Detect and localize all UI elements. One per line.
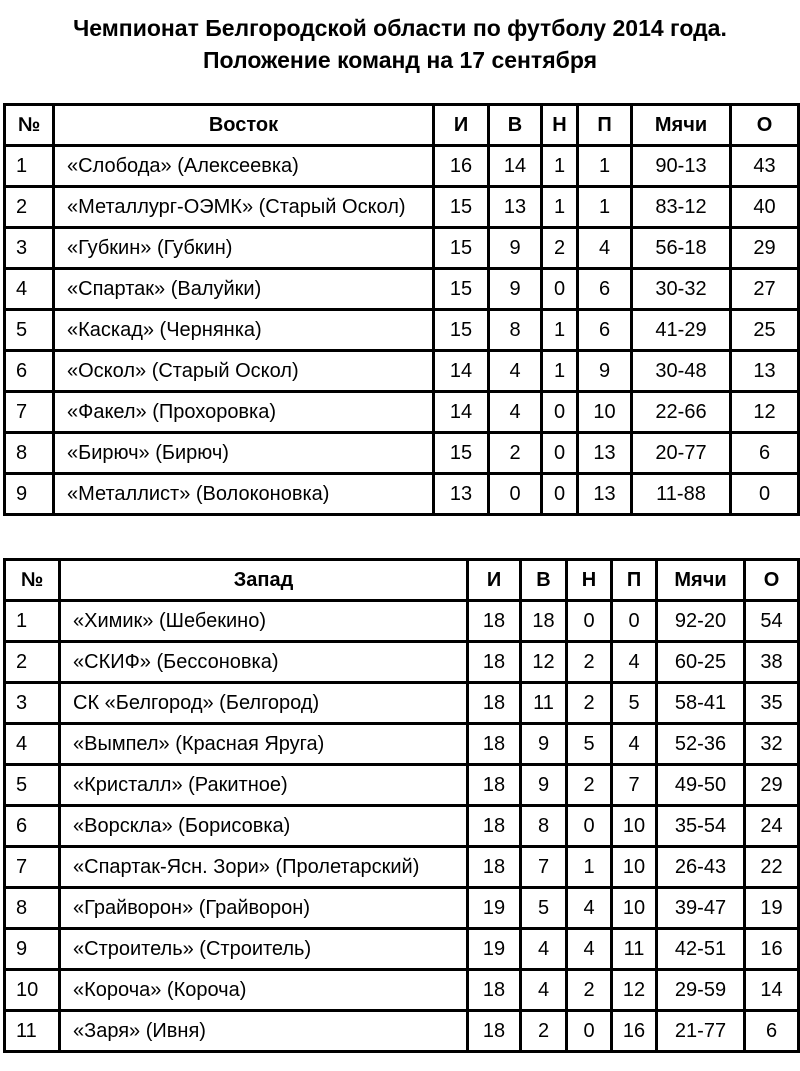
table-row [5,929,799,970]
cell-games: 18 [468,724,521,765]
cell-draws: 4 [567,888,612,929]
cell-goals: 21-77 [657,1011,745,1052]
cell-draws: 0 [542,433,578,474]
cell-goals: 26-43 [657,847,745,888]
cell-goals: 41-29 [632,310,731,351]
cell-games: 18 [468,642,521,683]
cell-wins: 4 [521,929,567,970]
col-header-num: № [5,105,54,146]
cell-draws: 5 [567,724,612,765]
cell-wins: 8 [489,310,542,351]
cell-wins: 9 [521,724,567,765]
table-row [5,724,799,765]
table-row [5,474,799,515]
cell-goals: 30-32 [632,269,731,310]
cell-draws: 1 [567,847,612,888]
table-row [5,642,799,683]
cell-team: «Ворскла» (Борисовка) [60,806,468,847]
cell-num: 7 [5,847,60,888]
cell-games: 13 [434,474,489,515]
table-row [5,683,799,724]
cell-points: 54 [745,601,799,642]
cell-num: 2 [5,187,54,228]
col-header-goals: Мячи [657,560,745,601]
cell-points: 27 [731,269,799,310]
cell-draws: 0 [542,392,578,433]
cell-games: 15 [434,228,489,269]
table-row [5,269,799,310]
cell-wins: 9 [489,269,542,310]
cell-losses: 4 [612,642,657,683]
cell-num: 10 [5,970,60,1011]
cell-draws: 0 [542,269,578,310]
cell-games: 18 [468,806,521,847]
cell-wins: 4 [489,392,542,433]
east-standings-table [3,103,800,516]
cell-team: «Заря» (Ивня) [60,1011,468,1052]
table-row [5,433,799,474]
cell-draws: 2 [567,765,612,806]
table-header-row [5,105,799,146]
cell-losses: 9 [578,351,632,392]
cell-wins: 8 [521,806,567,847]
cell-points: 38 [745,642,799,683]
cell-goals: 92-20 [657,601,745,642]
cell-team: «Металлист» (Волоконовка) [54,474,434,515]
cell-goals: 52-36 [657,724,745,765]
cell-team: «Грайворон» (Грайворон) [60,888,468,929]
table-row [5,847,799,888]
cell-wins: 4 [489,351,542,392]
col-header-games: И [434,105,489,146]
cell-wins: 9 [489,228,542,269]
col-header-losses: П [578,105,632,146]
cell-games: 18 [468,1011,521,1052]
cell-num: 1 [5,146,54,187]
cell-games: 19 [468,888,521,929]
cell-team: «Факел» (Прохоровка) [54,392,434,433]
cell-games: 19 [468,929,521,970]
cell-points: 25 [731,310,799,351]
cell-num: 3 [5,683,60,724]
cell-losses: 11 [612,929,657,970]
col-header-points: О [745,560,799,601]
cell-num: 1 [5,601,60,642]
cell-points: 40 [731,187,799,228]
cell-draws: 2 [542,228,578,269]
table-row [5,351,799,392]
col-header-points: О [731,105,799,146]
col-header-num: № [5,560,60,601]
table-row [5,806,799,847]
cell-wins: 0 [489,474,542,515]
cell-losses: 4 [578,228,632,269]
table-row [5,888,799,929]
cell-team: «Кристалл» (Ракитное) [60,765,468,806]
cell-goals: 20-77 [632,433,731,474]
cell-points: 14 [745,970,799,1011]
cell-goals: 39-47 [657,888,745,929]
title-line-1: Чемпионат Белгородской области по футболу 2014 года. [73,15,727,41]
table-row [5,601,799,642]
table-header-row [5,560,799,601]
cell-points: 6 [745,1011,799,1052]
cell-wins: 13 [489,187,542,228]
cell-wins: 18 [521,601,567,642]
col-header-wins: В [521,560,567,601]
col-header-team: Восток [54,105,434,146]
cell-num: 11 [5,1011,60,1052]
cell-points: 43 [731,146,799,187]
cell-points: 35 [745,683,799,724]
cell-goals: 42-51 [657,929,745,970]
cell-points: 29 [745,765,799,806]
cell-points: 13 [731,351,799,392]
cell-losses: 5 [612,683,657,724]
table-row [5,228,799,269]
cell-losses: 4 [612,724,657,765]
cell-wins: 14 [489,146,542,187]
cell-draws: 2 [567,642,612,683]
cell-goals: 49-50 [657,765,745,806]
table-row [5,187,799,228]
title-line-2: Положение команд на 17 сентября [203,47,597,73]
cell-losses: 10 [612,888,657,929]
col-header-losses: П [612,560,657,601]
table-row [5,146,799,187]
cell-num: 4 [5,724,60,765]
col-header-draws: Н [542,105,578,146]
cell-num: 5 [5,310,54,351]
cell-points: 32 [745,724,799,765]
cell-games: 16 [434,146,489,187]
cell-draws: 1 [542,146,578,187]
cell-points: 0 [731,474,799,515]
cell-team: «Вымпел» (Красная Яруга) [60,724,468,765]
cell-losses: 16 [612,1011,657,1052]
cell-losses: 0 [612,601,657,642]
cell-team: «Бирюч» (Бирюч) [54,433,434,474]
col-header-wins: В [489,105,542,146]
cell-wins: 4 [521,970,567,1011]
cell-wins: 2 [521,1011,567,1052]
cell-wins: 12 [521,642,567,683]
cell-losses: 1 [578,187,632,228]
cell-num: 6 [5,351,54,392]
cell-num: 6 [5,806,60,847]
table-row [5,1011,799,1052]
col-header-goals: Мячи [632,105,731,146]
cell-wins: 5 [521,888,567,929]
cell-goals: 58-41 [657,683,745,724]
west-standings-table [3,558,800,1053]
cell-draws: 0 [567,601,612,642]
cell-team: «Губкин» (Губкин) [54,228,434,269]
cell-goals: 60-25 [657,642,745,683]
cell-games: 18 [468,970,521,1011]
cell-points: 12 [731,392,799,433]
cell-team: «Слобода» (Алексеевка) [54,146,434,187]
cell-points: 22 [745,847,799,888]
cell-losses: 10 [612,806,657,847]
cell-losses: 6 [578,310,632,351]
cell-team: «Металлург-ОЭМК» (Старый Оскол) [54,187,434,228]
cell-draws: 0 [542,474,578,515]
cell-games: 18 [468,847,521,888]
cell-points: 24 [745,806,799,847]
cell-goals: 22-66 [632,392,731,433]
cell-games: 18 [468,683,521,724]
cell-goals: 30-48 [632,351,731,392]
cell-points: 6 [731,433,799,474]
cell-games: 15 [434,187,489,228]
cell-goals: 35-54 [657,806,745,847]
cell-num: 9 [5,929,60,970]
cell-losses: 1 [578,146,632,187]
cell-team: «Химик» (Шебекино) [60,601,468,642]
cell-num: 8 [5,433,54,474]
col-header-draws: Н [567,560,612,601]
cell-num: 3 [5,228,54,269]
cell-points: 29 [731,228,799,269]
cell-team: «Строитель» (Строитель) [60,929,468,970]
col-header-games: И [468,560,521,601]
cell-wins: 7 [521,847,567,888]
cell-team: «Короча» (Короча) [60,970,468,1011]
cell-games: 15 [434,433,489,474]
cell-wins: 9 [521,765,567,806]
cell-draws: 4 [567,929,612,970]
cell-team: СК «Белгород» (Белгород) [60,683,468,724]
cell-draws: 1 [542,187,578,228]
cell-games: 14 [434,351,489,392]
east-table-body [5,146,799,515]
cell-losses: 6 [578,269,632,310]
cell-team: «Каскад» (Чернянка) [54,310,434,351]
cell-games: 18 [468,601,521,642]
cell-points: 16 [745,929,799,970]
cell-wins: 11 [521,683,567,724]
cell-goals: 83-12 [632,187,731,228]
cell-num: 9 [5,474,54,515]
cell-losses: 10 [612,847,657,888]
cell-games: 15 [434,310,489,351]
cell-losses: 7 [612,765,657,806]
cell-num: 5 [5,765,60,806]
cell-num: 7 [5,392,54,433]
table-row [5,970,799,1011]
cell-goals: 29-59 [657,970,745,1011]
cell-games: 15 [434,269,489,310]
cell-losses: 13 [578,474,632,515]
cell-goals: 90-13 [632,146,731,187]
cell-num: 8 [5,888,60,929]
cell-goals: 11-88 [632,474,731,515]
col-header-team: Запад [60,560,468,601]
cell-wins: 2 [489,433,542,474]
cell-draws: 1 [542,310,578,351]
table-row [5,392,799,433]
cell-games: 18 [468,765,521,806]
cell-draws: 0 [567,806,612,847]
cell-draws: 0 [567,1011,612,1052]
cell-games: 14 [434,392,489,433]
cell-team: «Оскол» (Старый Оскол) [54,351,434,392]
cell-losses: 13 [578,433,632,474]
cell-draws: 2 [567,970,612,1011]
cell-num: 2 [5,642,60,683]
cell-team: «Спартак» (Валуйки) [54,269,434,310]
cell-losses: 12 [612,970,657,1011]
cell-goals: 56-18 [632,228,731,269]
cell-num: 4 [5,269,54,310]
cell-draws: 2 [567,683,612,724]
west-table-body [5,601,799,1052]
cell-team: «Спартак-Ясн. Зори» (Пролетарский) [60,847,468,888]
table-row [5,310,799,351]
cell-team: «СКИФ» (Бессоновка) [60,642,468,683]
cell-draws: 1 [542,351,578,392]
table-row [5,765,799,806]
cell-losses: 10 [578,392,632,433]
cell-points: 19 [745,888,799,929]
